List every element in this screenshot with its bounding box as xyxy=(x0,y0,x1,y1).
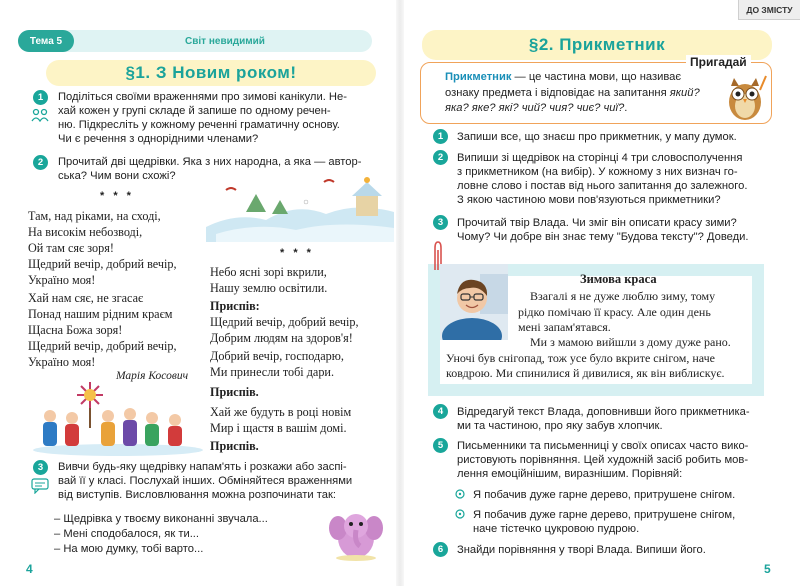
snowflake-bullet-icon xyxy=(454,488,466,500)
task-1-right-text: Запиши все, що знаєш про прикметник, у мапу думок. xyxy=(457,131,737,143)
table-of-contents-button[interactable]: ДО ЗМІСТУ xyxy=(738,0,800,20)
task-number: 3 xyxy=(33,460,48,475)
snowflake-bullet-icon xyxy=(454,508,466,520)
chorus-label: Приспів. xyxy=(210,439,259,453)
story-paragraph-1: Взагалі я не дуже люблю зиму, тому рідко помічаю її красу. Але один день мені запам'ятався. xyxy=(518,289,716,334)
list-item: – Мені сподобалося, як ти... xyxy=(54,528,200,540)
task-number: 2 xyxy=(33,155,48,170)
remember-title: Пригадай xyxy=(686,55,751,69)
story-title: Зимова краса xyxy=(580,272,657,286)
task-number: 2 xyxy=(433,150,448,165)
theme-title: Світ невидимий xyxy=(185,35,265,47)
comparison-1: Я побачив дуже гарне дерево, притрушене снігом. xyxy=(473,489,736,501)
boy-photo xyxy=(440,264,508,340)
poem-2-stanza-3: Хай же будуть в році новім Мир і щастя в вашім домі. xyxy=(210,405,352,435)
comparison-2: Я побачив дуже гарне дерево, притрушене снігом, наче тістечко цукровою пудрою. xyxy=(473,509,736,535)
page-number-right: 5 xyxy=(764,562,771,576)
poem-1-stanza-2: Хай нам сяє, не згасає Понад нашим рідним краєм Щасна Божа зоря! Щедрий вечір, добрий вечір, Україно моя! xyxy=(28,291,177,369)
carolers-illustration xyxy=(30,378,205,456)
task-1-text: Поділіться своїми враженнями про зимові канікули. Не- хай кожен у групі складе й запише по одному речен- ню. Підкресліть у кожному реченні граматичну основу. Чи є речення з однорідними членами? xyxy=(58,91,347,145)
speaking-group-icon xyxy=(31,478,49,494)
page-number-left: 4 xyxy=(26,562,33,576)
poem-1: Там, над ріками, на сході, На високім небозводі, Ой там сяє зоря! Щедрий вечір, добрий вечір, Україно моя! xyxy=(28,209,177,287)
theme-badge: Тема 5 xyxy=(18,30,74,52)
poem-2-stanza-2: Добрий вечір, господарю, Ми принесли тобі дари. xyxy=(210,349,344,379)
section-title-left: §1. З Новим роком! xyxy=(46,60,376,86)
list-item: – Щедрівка у твоєму виконанні звучала... xyxy=(54,513,268,525)
poem-author: Марія Косович xyxy=(116,370,189,382)
group-work-icon xyxy=(31,108,49,122)
task-2-text: Прочитай дві щедрівки. Яка з них народна, а яка — автор- ська? Чим вони схожі? xyxy=(58,156,362,182)
list-item: – На мою думку, тобі варто... xyxy=(54,543,204,555)
task-number: 4 xyxy=(433,404,448,419)
page-gutter xyxy=(396,0,404,586)
owl-illustration xyxy=(720,68,770,124)
poem-2: Небо ясні зорі вкрили, Нашу землю освітили. xyxy=(210,265,328,295)
task-number: 5 xyxy=(433,438,448,453)
chorus-label: Приспів. xyxy=(210,385,259,399)
task-number: 6 xyxy=(433,542,448,557)
stars-divider: * * * xyxy=(100,190,134,202)
task-2-right-text: Випиши зі щедрівок на сторінці 4 три словосполучення з прикметником (на вибір). У кожному з них визнач го- ловне слово і постав від нього запитання до залежного. З якою частиною мови пов'язуються прикметники? xyxy=(457,152,748,206)
poem-2-chorus: Приспів: Щедрий вечір, добрий вечір, Добрим людям на здоров'я! xyxy=(210,299,359,345)
task-3-right-text: Прочитай твір Влада. Чи зміг він описати красу зими? Чому? Чи добре він знає тему "Будова тексту"? Доведи. xyxy=(457,217,749,243)
phrase-starters-list xyxy=(54,512,324,557)
remember-definition: Прикметник — це частина мови, що називає ознаку предмета і відповідає на запитання який? яка? яке? які? чий? чия? чиє? чиї?. xyxy=(445,71,700,114)
winter-landscape-illustration xyxy=(206,172,394,242)
stars-divider: * * * xyxy=(280,247,314,259)
story-paragraph-2: Ми з мамою вийшли з дому дуже рано. Уночі був снігопад, тож усе було вкрите снігом, наче ковдрою. Ми спинилися й дивилися, як він виблискує. xyxy=(446,335,731,380)
task-number: 1 xyxy=(433,129,448,144)
task-3-text: Вивчи будь-яку щедрівку напам'ять і розкажи або заспі- вай її у класі. Послухай інших. Обміняйтеся враженнями від виступів. Висловлювання можна розпочинати так: xyxy=(58,461,353,501)
task-number: 1 xyxy=(33,90,48,105)
task-number: 3 xyxy=(433,215,448,230)
section-title-right: §2. Прикметник xyxy=(422,30,772,60)
elephant-illustration xyxy=(326,502,386,562)
task-6-right-text: Знайди порівняння у творі Влада. Випиши його. xyxy=(457,544,706,556)
task-4-right-text: Відредагуй текст Влада, доповнивши його прикметника- ми та частиною, про яку забув хлопчик. xyxy=(457,406,750,432)
task-5-right-text: Письменники та письменниці у своїх описах часто вико- ристовують порівняння. Цей художній засіб робить мов- лення емоційнішим, виразнішим. Порівняй: xyxy=(457,440,749,480)
